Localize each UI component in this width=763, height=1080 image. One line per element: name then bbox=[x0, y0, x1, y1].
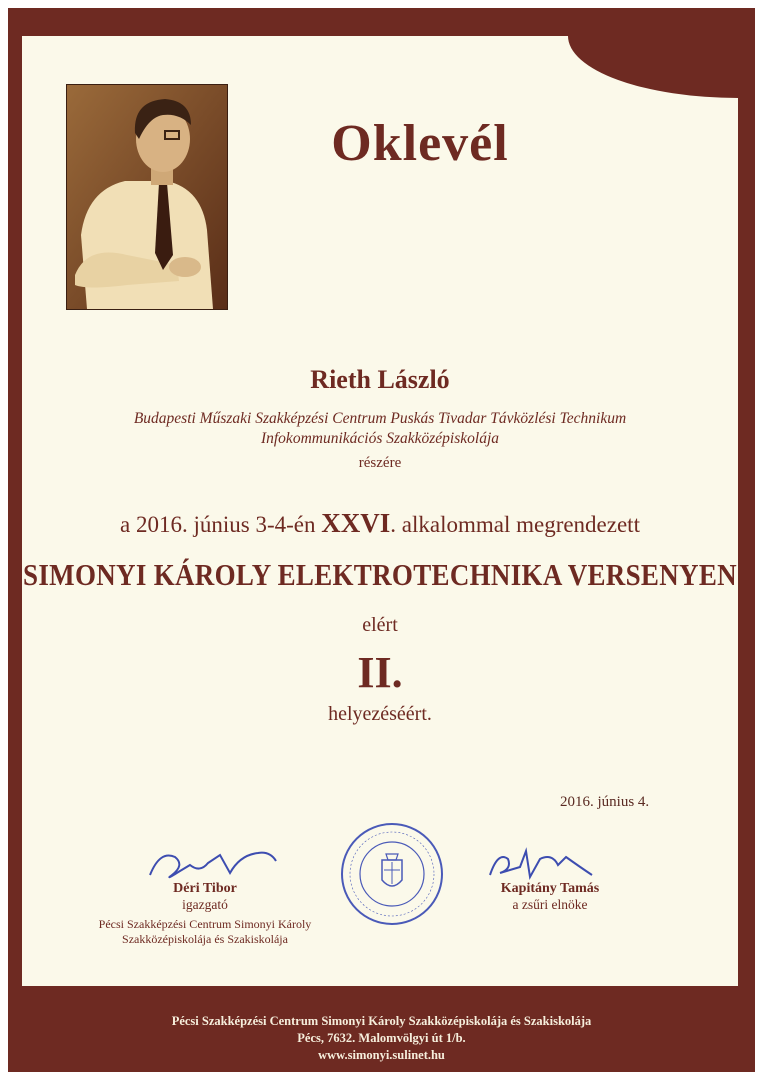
event-suffix: . alkalommal megrendezett bbox=[390, 512, 640, 537]
signature-scribble-right bbox=[470, 845, 630, 885]
place-achieved: II. bbox=[357, 648, 403, 697]
signature-scribble-left bbox=[80, 845, 330, 885]
institution-line-2: Szakközépiskolája és Szakiskolája bbox=[122, 932, 288, 946]
footer-website: www.simonyi.sulinet.hu bbox=[318, 1048, 445, 1062]
portrait-photo bbox=[66, 84, 228, 310]
signer-right-role: a zsűri elnöke bbox=[512, 897, 588, 912]
event-line bbox=[22, 508, 738, 539]
recipient-name: Rieth László bbox=[310, 365, 450, 394]
school-line-1: Budapesti Műszaki Szakképzési Centrum Puskás Tivadar Távközlési Technikum bbox=[133, 410, 627, 427]
institution-line-1: Pécsi Szakképzési Centrum Simonyi Károly bbox=[98, 917, 312, 931]
corner-decoration bbox=[568, 36, 738, 98]
signer-left-name: Déri Tibor bbox=[173, 881, 237, 896]
footer-address: Pécs, 7632. Malomvölgyi út 1/b. bbox=[297, 1031, 466, 1045]
event-edition: XXVI bbox=[321, 508, 391, 538]
event-prefix: a 2016. június 3-4-én bbox=[120, 512, 316, 537]
signature-left bbox=[80, 845, 330, 947]
footer-institution: Pécsi Szakképzési Centrum Simonyi Károly Szakközépiskolája és Szakiskolája bbox=[171, 1014, 592, 1028]
school-line-2: Infokommunikációs Szakközépiskolája bbox=[260, 430, 500, 447]
signature-right bbox=[470, 845, 630, 913]
signer-left-institution bbox=[80, 917, 330, 947]
elert-text: elért bbox=[362, 614, 398, 636]
recipient-school bbox=[22, 409, 738, 449]
reszere-text: részére bbox=[358, 455, 402, 471]
helyezes-text: helyezéséért. bbox=[328, 703, 432, 725]
certificate-title: Oklevél bbox=[331, 115, 509, 172]
signer-right-name: Kapitány Tamás bbox=[500, 881, 600, 896]
contest-name: SIMONYI KÁROLY ELEKTROTECHNIKA VERSENYEN bbox=[23, 558, 737, 592]
official-stamp bbox=[340, 822, 444, 926]
signer-left-role: igazgató bbox=[182, 897, 228, 912]
issue-date: 2016. június 4. bbox=[560, 794, 650, 810]
